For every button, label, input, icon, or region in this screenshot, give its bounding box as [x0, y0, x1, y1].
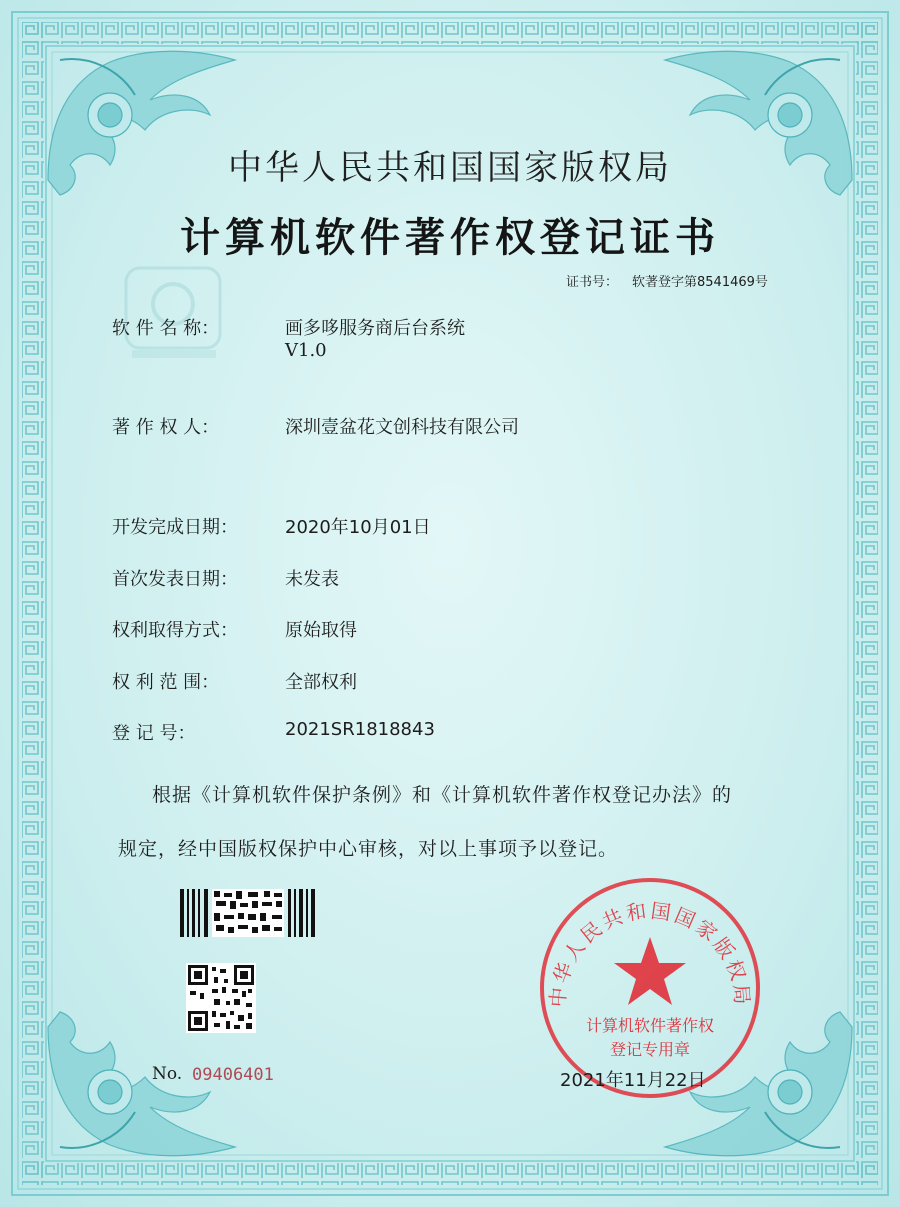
serial-number: 09406401: [192, 1065, 274, 1085]
field-label-software-name: 软 件 名 称：: [112, 318, 220, 339]
issue-date: 2021年11月22日: [560, 1070, 706, 1091]
barcode: [180, 889, 316, 937]
statement-line-1: 根据《计算机软件保护条例》和《计算机软件著作权登记办法》的: [152, 784, 733, 806]
field-value-copyright-owner: 深圳壹盆花文创科技有限公司: [285, 417, 519, 438]
certificate-title: 计算机软件著作权登记证书: [180, 214, 720, 261]
field-label-completion-date: 开发完成日期：: [112, 517, 238, 538]
field-label-acquisition: 权利取得方式：: [112, 620, 238, 641]
seal-line-1: 计算机软件著作权: [585, 1016, 715, 1035]
field-label-publish-date: 首次发表日期：: [112, 569, 238, 590]
cert-number-label: 证书号：: [566, 275, 619, 290]
field-label-copyright-owner: 著 作 权 人：: [112, 417, 220, 438]
watermark-logo: [118, 262, 228, 362]
field-value-scope: 全部权利: [285, 672, 357, 693]
field-label-registration-number: 登 记 号：: [112, 723, 196, 744]
field-value-registration-number: 2021SR1818843: [285, 719, 435, 740]
field-value-completion-date: 2020年10月01日: [285, 517, 431, 538]
field-value-software-name: 画多哆服务商后台系统: [285, 318, 465, 339]
issuer-title: 中华人民共和国国家版权局: [228, 148, 672, 188]
field-value-publish-date: 未发表: [285, 569, 339, 590]
field-value-acquisition: 原始取得: [285, 620, 357, 641]
cert-number: 软著登字第8541469号: [632, 275, 768, 290]
field-label-scope: 权 利 范 围：: [112, 672, 220, 693]
seal-line-2: 登记专用章: [609, 1040, 691, 1059]
serial-label: No.: [152, 1064, 183, 1084]
seal-ring-text: 中华人民共和国国家版权局: [545, 898, 755, 1009]
statement-line-2: 规定，经中国版权保护中心审核，对以上事项予以登记。: [118, 838, 619, 860]
field-value-version: V1.0: [285, 340, 327, 361]
qr-code: [186, 963, 256, 1033]
